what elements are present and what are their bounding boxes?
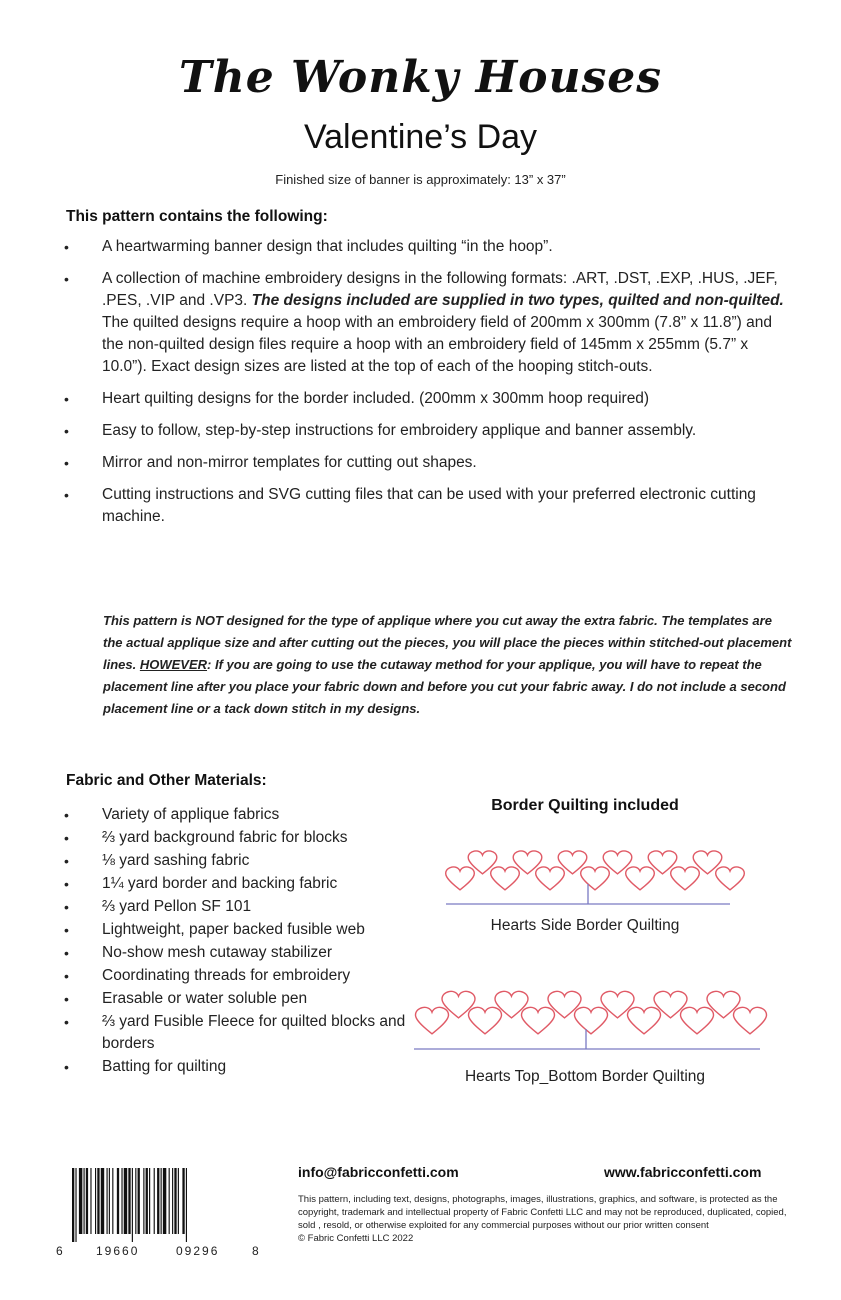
materials-list-item bbox=[62, 1056, 407, 1078]
materials-list-item bbox=[62, 827, 407, 849]
top-bottom-border-hearts-diagram bbox=[410, 985, 770, 1055]
barcode-left-digits: 19660 bbox=[96, 1244, 140, 1258]
materials-list-item bbox=[62, 804, 407, 826]
barcode-bar bbox=[143, 1168, 144, 1234]
list-item-text: A collection of machine embroidery designs in the following formats: .ART, .DST, .EXP, .HUS, .JEF, .PES, .VIP and .VP3. bbox=[102, 270, 778, 309]
heart-icon bbox=[628, 1007, 661, 1033]
applique-note bbox=[103, 610, 793, 720]
heart-icon bbox=[468, 851, 497, 874]
barcode-bar bbox=[75, 1168, 76, 1242]
barcode-bar bbox=[172, 1168, 173, 1234]
barcode-bar bbox=[107, 1168, 108, 1234]
materials-list-item bbox=[62, 965, 407, 987]
contents-heading: This pattern contains the following: bbox=[66, 208, 328, 225]
heart-icon bbox=[495, 991, 528, 1017]
heart-icon bbox=[601, 991, 634, 1017]
barcode-bar bbox=[186, 1168, 187, 1242]
upc-barcode bbox=[68, 1168, 248, 1242]
heart-icon bbox=[575, 1007, 608, 1033]
heart-icon bbox=[548, 991, 581, 1017]
materials-list-item bbox=[62, 873, 407, 895]
heart-icon bbox=[654, 991, 687, 1017]
list-item bbox=[62, 236, 792, 258]
heart-icon bbox=[536, 867, 565, 890]
list-item bbox=[62, 452, 792, 474]
barcode-bar bbox=[138, 1168, 140, 1234]
materials-item-text: Variety of applique fabrics bbox=[102, 806, 280, 823]
contents-list bbox=[62, 236, 792, 538]
heart-icon bbox=[558, 851, 587, 874]
barcode-bar bbox=[135, 1168, 136, 1234]
barcode-bar bbox=[182, 1168, 184, 1234]
barcode-bar bbox=[112, 1168, 113, 1234]
list-item-text: A heartwarming banner design that includes quilting “in the hoop”. bbox=[102, 238, 553, 255]
heart-icon bbox=[581, 867, 610, 890]
barcode-bar bbox=[72, 1168, 74, 1242]
materials-list bbox=[62, 804, 407, 1079]
barcode-bar bbox=[154, 1168, 155, 1234]
list-item bbox=[62, 388, 792, 410]
materials-item-text: ⅛ yard sashing fabric bbox=[102, 852, 250, 869]
heart-icon bbox=[469, 1007, 502, 1033]
heart-icon bbox=[491, 867, 520, 890]
list-item bbox=[62, 484, 792, 528]
barcode-right-digits: 09296 bbox=[176, 1244, 220, 1258]
heart-icon bbox=[513, 851, 542, 874]
barcode-bar bbox=[124, 1168, 127, 1234]
list-item-text: Mirror and non-mirror templates for cutting out shapes. bbox=[102, 454, 477, 471]
materials-item-text: ⅔ yard Fusible Fleece for quilted blocks and borders bbox=[102, 1013, 406, 1052]
finished-size-text: Finished size of banner is approximately: 13” x 37” bbox=[275, 172, 566, 187]
materials-item-text: ⅔ yard background fabric for blocks bbox=[102, 829, 348, 846]
materials-item-text: ⅔ yard Pellon SF 101 bbox=[102, 898, 252, 915]
barcode-bar bbox=[169, 1168, 170, 1234]
barcode-bar bbox=[90, 1168, 91, 1234]
barcode-bar bbox=[146, 1168, 148, 1234]
barcode-check-digit: 8 bbox=[252, 1244, 259, 1258]
barcode-bar bbox=[95, 1168, 96, 1234]
list-item bbox=[62, 420, 792, 442]
heart-icon bbox=[693, 851, 722, 874]
list-item-detail: The quilted designs require a hoop with an embroidery field of 200mm x 300mm (7.8” x 11.8”) and the non-quilted design files require a hoop with an embroidery field of 145mm x 255mm (5.7” x 10.0”). Exact design sizes are listed at the top of each of the hooping stitch-outs. bbox=[102, 314, 773, 375]
pattern-subtitle: Valentine’s Day bbox=[303, 118, 538, 156]
border-quilting-title: Border Quilting included bbox=[491, 797, 679, 814]
materials-item-text: Erasable or water soluble pen bbox=[102, 990, 308, 1007]
pattern-title: The Wonky Houses bbox=[178, 52, 663, 103]
barcode-bar bbox=[163, 1168, 166, 1234]
barcode-bar bbox=[109, 1168, 110, 1234]
list-item-text: Cutting instructions and SVG cutting files that can be used with your preferred electronic cutting machine. bbox=[102, 486, 756, 525]
legal-text: This pattern, including text, designs, photographs, images, illustrations, graphics, and software, is protected as the copyright, trademark and intellectual property of Fabric Confetti LLC and may not be reproduced, duplicated, copied, sold , resold, or otherwise exploited for any commercial purposes without our prior written consent bbox=[298, 1194, 787, 1231]
top-bottom-border-label: Hearts Top_Bottom Border Quilting bbox=[464, 1068, 706, 1085]
barcode-bar bbox=[86, 1168, 88, 1234]
barcode-bar bbox=[117, 1168, 119, 1234]
barcode-bar bbox=[174, 1168, 176, 1234]
materials-item-text: Coordinating threads for embroidery bbox=[102, 967, 351, 984]
heart-icon bbox=[681, 1007, 714, 1033]
website-link[interactable]: www.fabricconfetti.com bbox=[604, 1164, 762, 1180]
materials-list-item bbox=[62, 942, 407, 964]
list-item-text: Heart quilting designs for the border included. (200mm x 300mm hoop required) bbox=[102, 390, 650, 407]
copyright-line: © Fabric Confetti LLC 2022 bbox=[298, 1233, 414, 1244]
barcode-bar bbox=[178, 1168, 179, 1234]
list-item-text: Easy to follow, step-by-step instructions for embroidery applique and banner assembly. bbox=[102, 422, 697, 439]
materials-list-item bbox=[62, 1011, 407, 1055]
materials-item-text: Batting for quilting bbox=[102, 1058, 227, 1075]
list-item-emphasis: The designs included are supplied in two types, quilted and non-quilted. bbox=[251, 292, 784, 309]
heart-icon bbox=[416, 1007, 449, 1033]
heart-icon bbox=[648, 851, 677, 874]
heart-icon bbox=[442, 991, 475, 1017]
side-border-label: Hearts Side Border Quilting bbox=[490, 917, 680, 934]
barcode-bar bbox=[157, 1168, 159, 1234]
materials-item-text: Lightweight, paper backed fusible web bbox=[102, 921, 365, 938]
barcode-bar bbox=[149, 1168, 150, 1234]
barcode-bar bbox=[79, 1168, 82, 1234]
heart-icon bbox=[734, 1007, 767, 1033]
materials-list-item bbox=[62, 850, 407, 872]
heart-icon bbox=[522, 1007, 555, 1033]
heart-icon bbox=[603, 851, 632, 874]
side-border-hearts-diagram bbox=[440, 845, 740, 915]
barcode-bar bbox=[101, 1168, 104, 1234]
barcode-bar bbox=[121, 1168, 122, 1234]
barcode-bar bbox=[97, 1168, 99, 1234]
heart-icon bbox=[626, 867, 655, 890]
materials-item-text: No-show mesh cutaway stabilizer bbox=[102, 944, 333, 961]
copyright-notice bbox=[298, 1193, 798, 1245]
heart-icon bbox=[446, 867, 475, 890]
note-however: HOWEVER bbox=[139, 657, 208, 672]
barcode-bar bbox=[132, 1168, 133, 1242]
materials-list-item bbox=[62, 988, 407, 1010]
heart-icon bbox=[707, 991, 740, 1017]
heart-icon bbox=[671, 867, 700, 890]
materials-heading: Fabric and Other Materials: bbox=[66, 772, 267, 789]
materials-item-text: 1¼ yard border and backing fabric bbox=[102, 875, 338, 892]
contact-email[interactable]: info@fabricconfetti.com bbox=[298, 1164, 459, 1180]
barcode-bar bbox=[128, 1168, 130, 1234]
barcode-bar bbox=[84, 1168, 85, 1234]
barcode-bar bbox=[161, 1168, 162, 1234]
barcode-lead-digit: 6 bbox=[56, 1244, 63, 1258]
materials-list-item bbox=[62, 919, 407, 941]
materials-list-item bbox=[62, 896, 407, 918]
list-item bbox=[62, 268, 792, 378]
note-text-continued: : If you are going to use the cutaway method for your applique, you will have to repeat the placement line after you place your fabric down and before you cut your fabric away. I do not include a second placement line or a tack down stitch in my designs. bbox=[103, 657, 786, 716]
note-text: This pattern is NOT designed for the type of applique where you cut away the extra fabric. The templates are the actual applique size and after cutting out the pieces, you will place the pieces within stitched-out placement lines. bbox=[103, 613, 792, 672]
heart-icon bbox=[716, 867, 745, 890]
